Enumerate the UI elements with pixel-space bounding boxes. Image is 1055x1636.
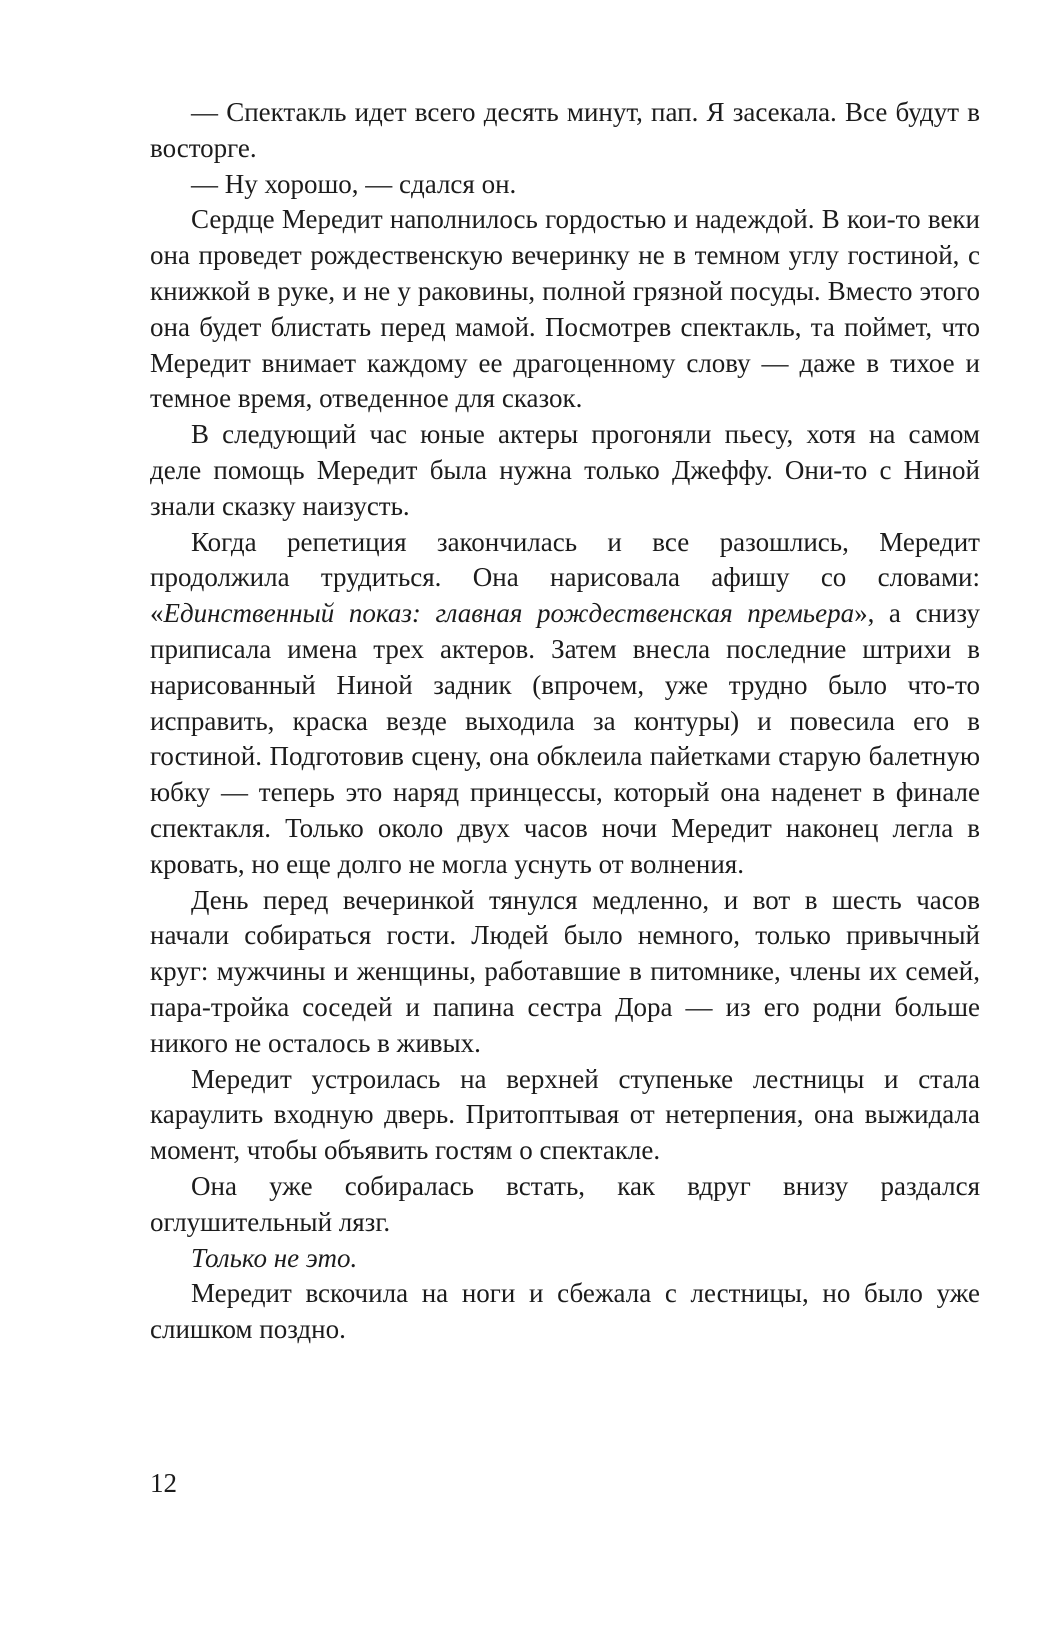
page-number: 12 bbox=[150, 1468, 177, 1498]
paragraph-too-late: Мередит вскочила на ноги и сбежала с лестницы, но было уже слишком поздно. bbox=[150, 1278, 980, 1345]
paragraph-guests: День перед вечеринкой тянулся медленно, и вот в шесть часов начали собираться гости. Людей было немного, только привычный круг: мужчины и женщины, работавшие в питомнике, члены их семей, пара-тройка соседей и папина сестра Дора — из его родни больше никого не осталось в живых. bbox=[150, 884, 980, 1058]
paragraph-dialogue-2: — Ну хорошо, — сдался он. bbox=[191, 168, 517, 199]
paragraph-dialogue-1: — Спектакль идет всего десять минут, пап. Я засекала. Все будут в восторге. bbox=[150, 97, 980, 163]
poster-text-after: », а снизу приписала имена трех актеров. Затем внесла последние штрихи в нарисованный Ниной задник (впрочем, уже трудно было что-то исправить, краска везде выходила за контуры) и повесила его в гостиной. Подготовив сцену, она обклеила пайетками старую балетную юбку — теперь это наряд принцессы, который она наденет в финале спектакля. Только около двух часов ночи Мередит наконец легла в кровать, но еще долго не могла уснуть от волнения. bbox=[150, 598, 980, 879]
paragraph-pride: Сердце Мередит наполнилось гордостью и надеждой. В кои-то веки она проведет рождественскую вечеринку не в темном углу гостиной, с книжкой в руке, и не у раковины, полной грязной посуды. Вместо этого она будет блистать перед мамой. Посмотрев спектакль, та поймет, что Мередит внимает каждому ее драгоценному слову — даже в тихое и темное время, отведенное для сказок. bbox=[150, 204, 980, 414]
paragraph-poster bbox=[150, 525, 980, 883]
thought-italic: Только не это. bbox=[191, 1242, 358, 1273]
paragraph-stairs: Мередит устроилась на верхней ступеньке лестницы и стала караулить входную дверь. Притоптывая от нетерпения, она выжидала момент, чтобы объявить гостям о спектакле. bbox=[150, 1063, 980, 1166]
paragraph-thought bbox=[150, 1241, 980, 1277]
poster-text-before: Когда репетиция закончилась и все разошлись, Мередит продолжила трудиться. Она нарисовала афишу со словами: « bbox=[150, 526, 980, 629]
body-text bbox=[150, 95, 980, 1348]
paragraph-rehearsal: В следующий час юные актеры прогоняли пьесу, хотя на самом деле помощь Мередит была нужна только Джеффу. Они-то с Ниной знали сказку наизусть. bbox=[150, 419, 980, 521]
poster-title-italic: Единственный показ: главная рождественская премьера bbox=[163, 598, 855, 629]
paragraph-clang: Она уже собиралась встать, как вдруг внизу раздался оглушительный лязг. bbox=[150, 1170, 980, 1237]
